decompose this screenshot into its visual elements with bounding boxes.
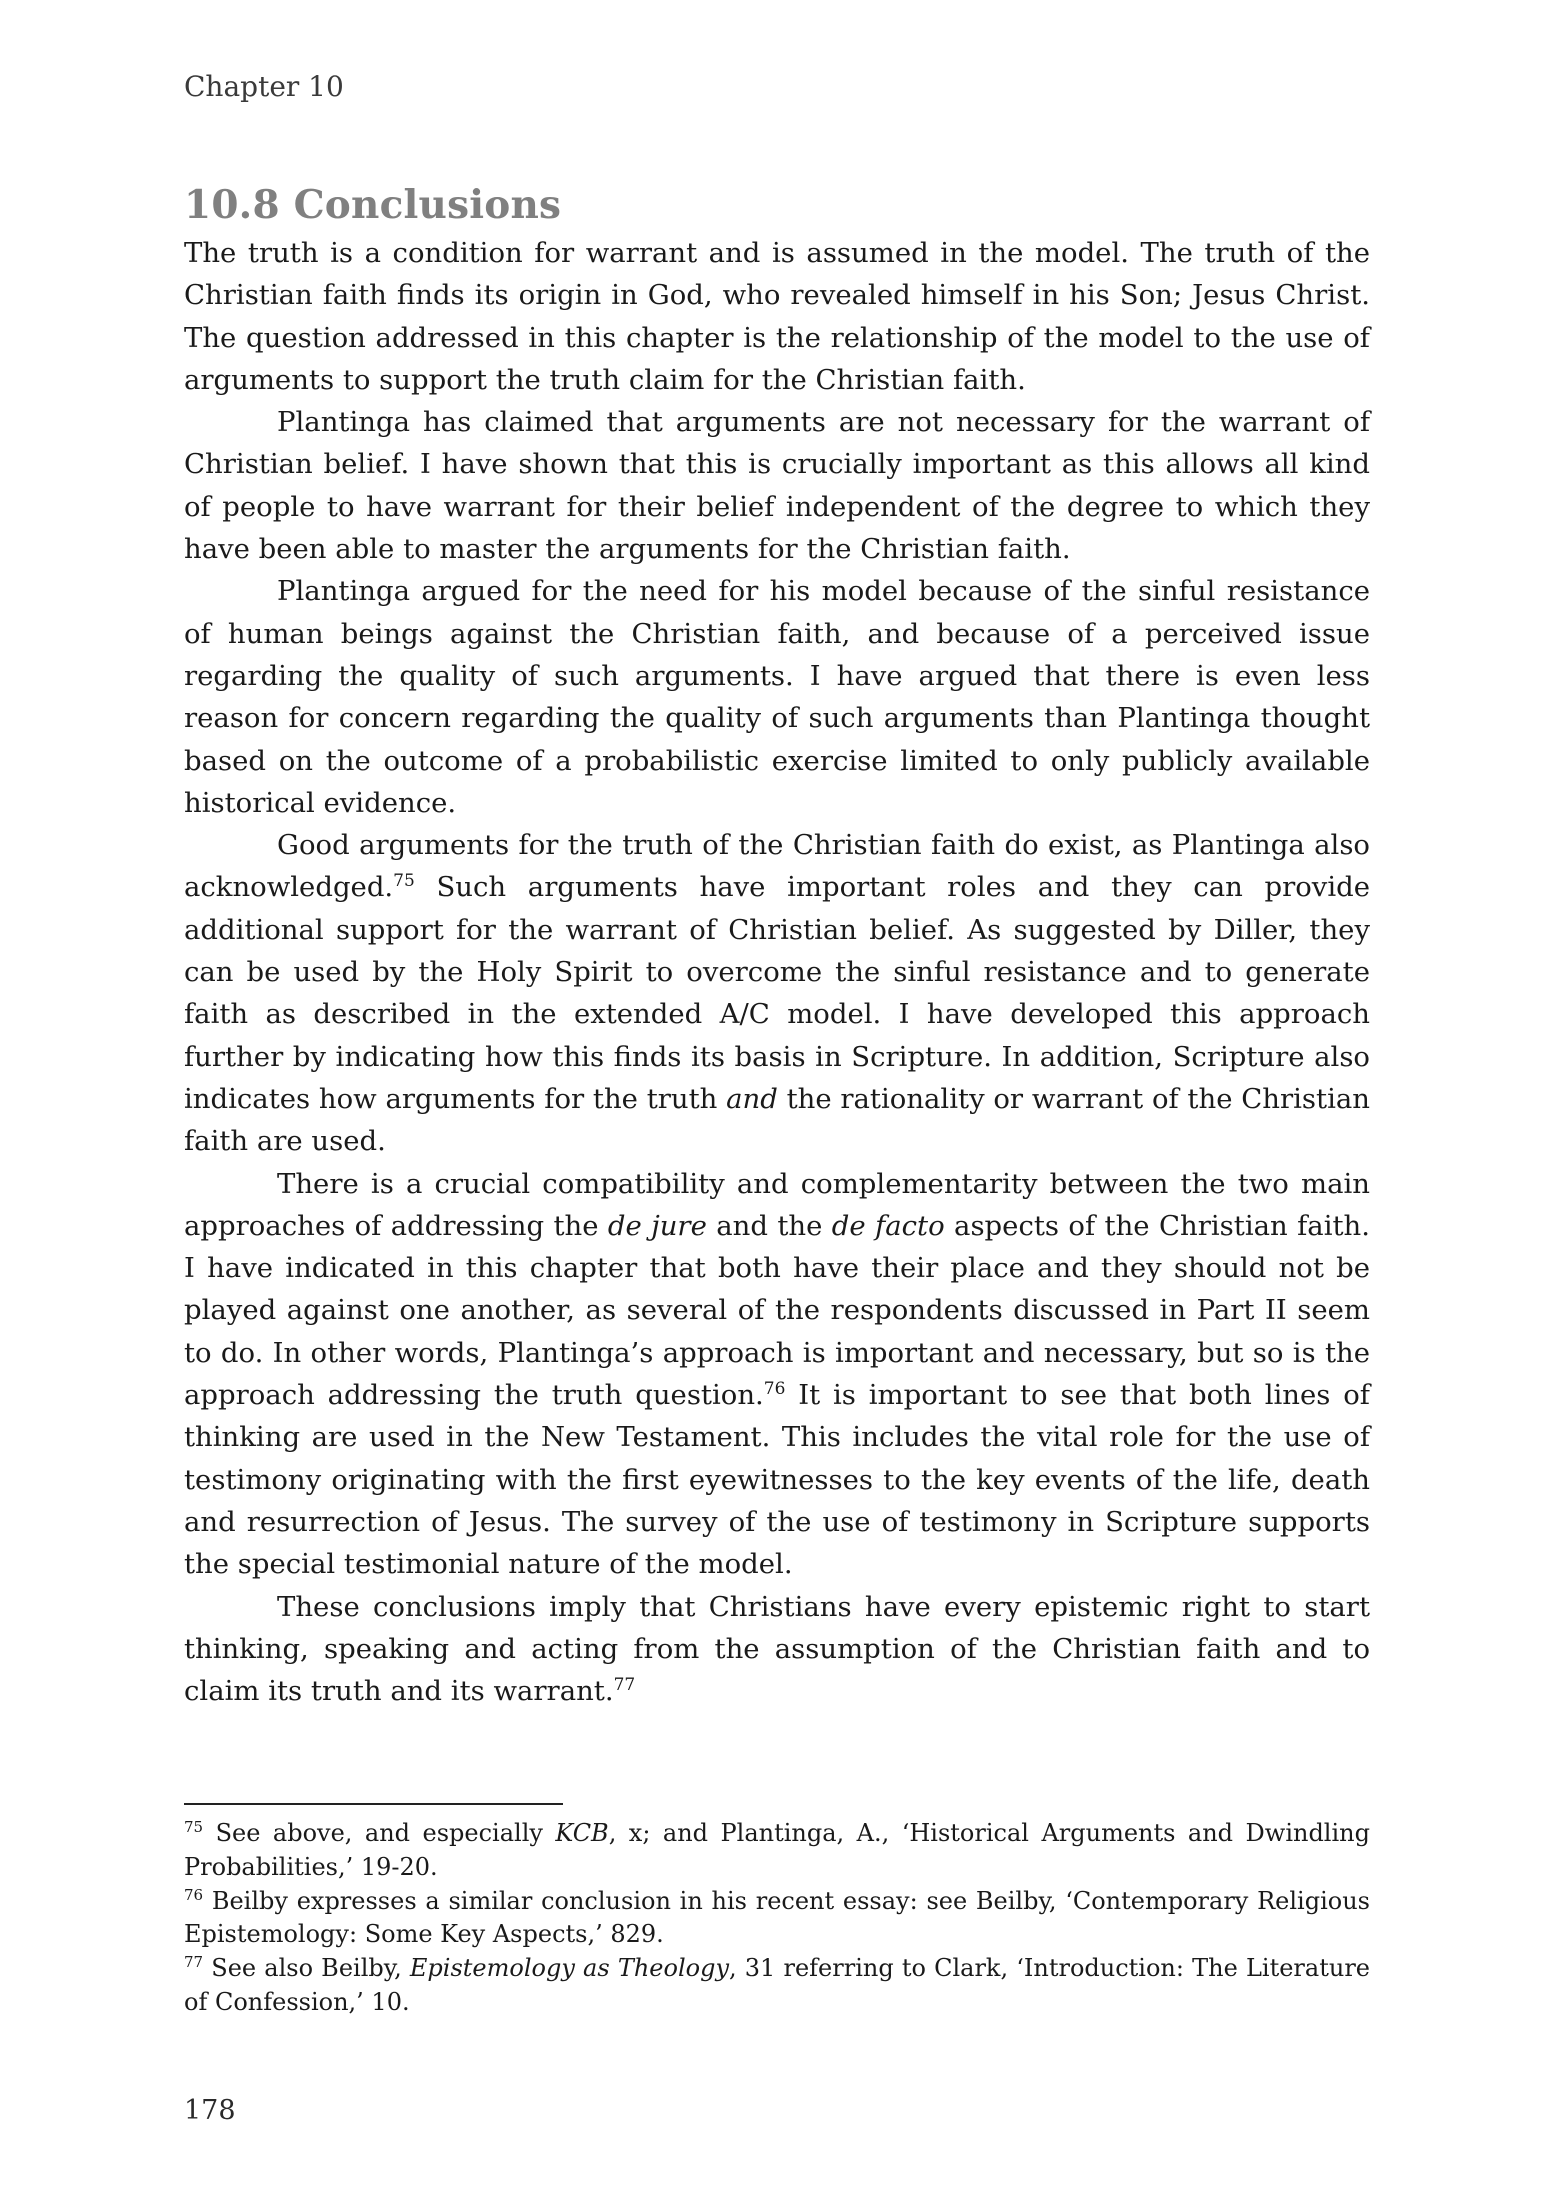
footnotes <box>184 1817 1370 2020</box>
footnote-ref-76[interactable]: 76 <box>763 1378 786 1399</box>
footnote-77-text-a: See also Beilby, <box>203 1954 410 1983</box>
paragraph-4-text-b: Such arguments have important roles and they can provide additional support for the warrant of Christian belief. As suggested by Diller, they can be used by the Holy Spirit to overcome the sinful resistance and to generate faith as described in the extended A/C model. I have developed this approach further by indicating how this finds its basis in Scripture. In addition, Scripture also indicates how arguments for the truth <box>184 871 1370 1115</box>
paragraph-5-text-a: There is a crucial compatibility and complementarity between the two main approaches of addressing the <box>184 1167 1370 1242</box>
paragraph-5-text-d: It is important to see that both lines of thinking are used in the New Testament. This includes the vital role for the use of testimony originating with the first eyewitnesses to the key events of the life, death and resurrection of Jesus. The survey of the use of testimony in Scripture supports the special testimonial nature of the model. <box>184 1379 1370 1581</box>
body-text <box>184 232 1370 1712</box>
footnote-77 <box>184 1952 1370 2020</box>
footnote-75-text-b: , x; and Plantinga, A., ‘Historical Arguments and Dwindling Probabilities,’ 19-20. <box>184 1819 1370 1881</box>
paragraph-4-text-a: Good arguments for the truth of the Christian faith do exist, as Plantinga also acknowledged. <box>184 829 1370 904</box>
paragraph-2-text: Plantinga has claimed that arguments are not necessary for the warrant of Christian belief. I have shown that this is crucially important as this allows all kind of people to have warrant for their belief independent of the degree to which they have been able to master the arguments for the Christian faith. <box>184 406 1370 566</box>
paragraph-1-text: The truth is a condition for warrant and is assumed in the model. The truth of the Christian faith finds its origin in God, who revealed himself in his Son; Jesus Christ. The question addressed in this chapter is the relationship of the model to the use of arguments to support the truth claim for the Christian faith. <box>184 237 1370 396</box>
running-head: Chapter 10 <box>184 70 344 103</box>
paragraph-5-emphasis-de-jure: de jure <box>607 1209 707 1242</box>
footnote-75-emphasis: KCB <box>555 1819 609 1847</box>
footnote-76-text: Beilby expresses a similar conclusion in his recent essay: see Beilby, ‘Contemporary Religious Epistemology: Some Key Aspects,’ 829. <box>184 1886 1370 1949</box>
footnote-75-text-a: See above, and especially <box>203 1819 556 1847</box>
section-title: 10.8 Conclusions <box>184 182 562 228</box>
footnote-divider <box>184 1803 563 1805</box>
footnote-number: 77 <box>184 1953 204 1972</box>
paragraph-4 <box>184 824 1370 1162</box>
footnote-76 <box>184 1885 1370 1953</box>
paragraph-2 <box>184 401 1370 570</box>
paragraph-5-text-c: aspects of the Christian faith. I have indicated in this chapter that both have their place and they should not be played against one another, as several of the respondents discussed in Part II seem to do. In other words, Plantinga’s approach is important and necessary, but so is the approach addressing the truth question. <box>184 1209 1370 1412</box>
page-number: 178 <box>184 2095 236 2126</box>
paragraph-6 <box>184 1586 1370 1713</box>
footnote-77-text-b: , 31 referring to Clark, ‘Introduction: The Literature of Confession,’ 10. <box>184 1954 1370 2016</box>
paragraph-3 <box>184 570 1370 824</box>
footnote-77-emphasis: Epistemology as Theology <box>409 1954 729 1983</box>
paragraph-3-text: Plantinga argued for the need for his model because of the sinful resistance of human beings against the Christian faith, and because of a perceived issue regarding the quality of such arguments. I have argued that there is even less reason for concern regarding the quality of such arguments than Plantinga thought based on the outcome of a probabilistic exercise limited to only publicly available historical evidence. <box>184 575 1370 819</box>
paragraph-5-emphasis-de-facto: de facto <box>831 1209 945 1242</box>
footnote-number: 76 <box>184 1885 204 1904</box>
footnote-number: 75 <box>184 1818 204 1836</box>
paragraph-4-text-c: the rationality or warrant of the Christian faith are used. <box>184 1082 1370 1158</box>
paragraph-1 <box>184 232 1370 401</box>
paragraph-5 <box>184 1163 1370 1586</box>
footnote-ref-75[interactable]: 75 <box>393 871 415 892</box>
paragraph-5-text-b: and the <box>706 1209 832 1242</box>
paragraph-4-emphasis: and <box>726 1082 778 1115</box>
paragraph-6-text: These conclusions imply that Christians have every epistemic right to start thinking, speaking and acting from the assumption of the Christian faith and to claim its truth and its warrant. <box>184 1590 1370 1708</box>
footnote-ref-77[interactable]: 77 <box>613 1674 636 1695</box>
footnote-75 <box>184 1817 1370 1885</box>
